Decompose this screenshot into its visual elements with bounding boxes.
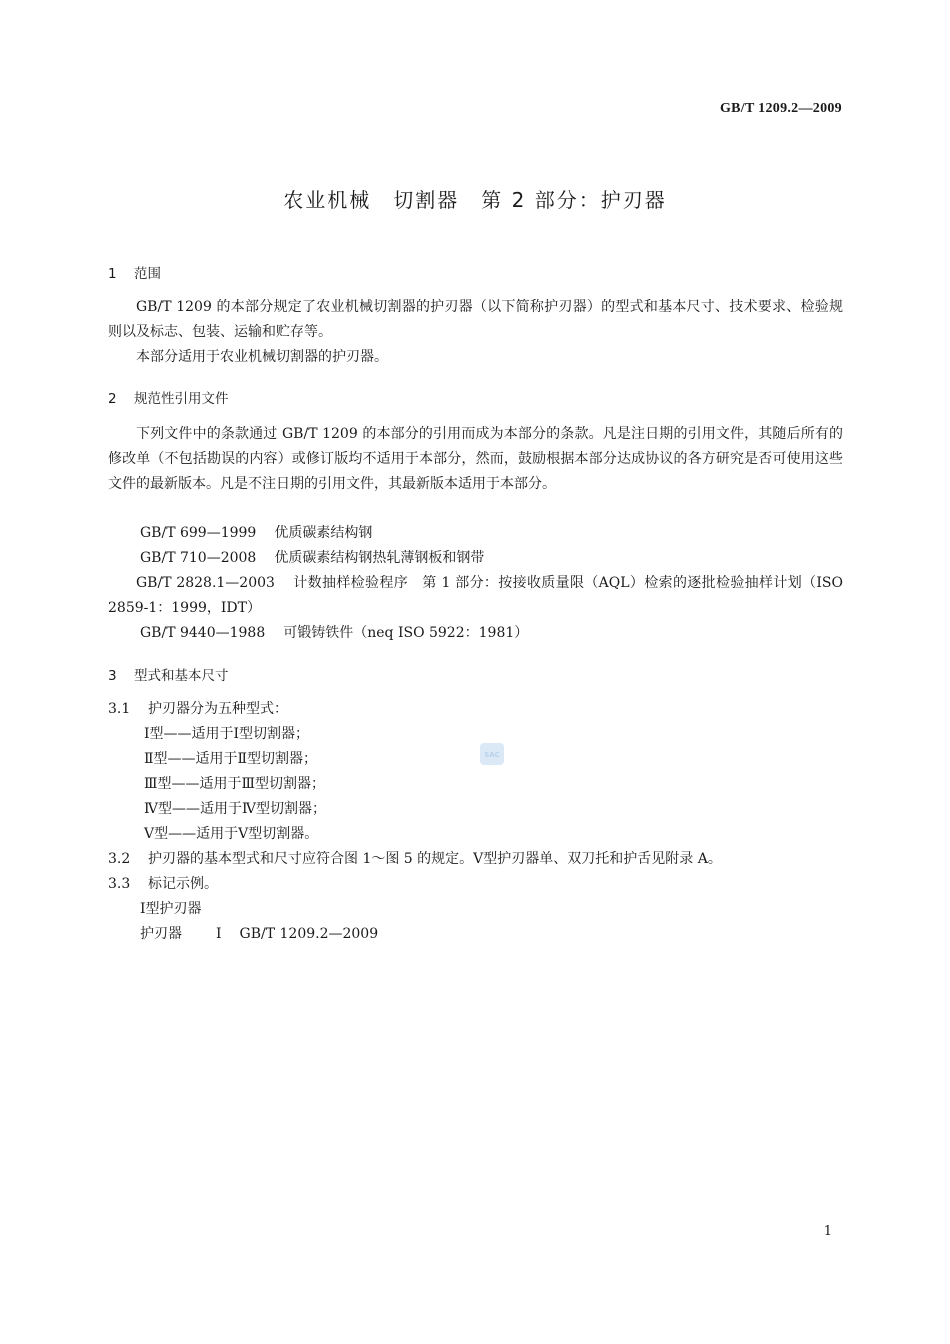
type-item-4: Ⅳ型——适用于Ⅳ型切割器； — [144, 801, 326, 817]
example-type: Ⅰ — [216, 926, 222, 942]
clause-3-3 — [108, 872, 218, 897]
page-number: 1 — [823, 1224, 832, 1239]
section-3-heading — [108, 664, 229, 684]
section-2-heading — [108, 387, 229, 407]
reference-name: 优质碳素结构钢 — [274, 525, 373, 541]
scope-paragraph-2: 本部分适用于农业机械切割器的护刃器。 — [136, 349, 388, 365]
example-standard: GB/T 1209.2—2009 — [239, 926, 379, 942]
type-item-5: Ⅴ型——适用于Ⅴ型切割器。 — [144, 826, 319, 842]
reference-name: 优质碳素结构钢热轧薄钢板和钢带 — [274, 550, 485, 566]
section-title: 规范性引用文件 — [134, 391, 229, 407]
clause-text: 护刃器的基本型式和尺寸应符合图 1～图 5 的规定。Ⅴ型护刃器单、双刀托和护舌见附录 A。 — [148, 851, 722, 867]
section-number: 1 — [108, 266, 117, 282]
example-name: 护刃器 — [140, 926, 182, 942]
clause-3-1 — [108, 697, 288, 722]
reference-name: 可锻铸铁件（neq ISO 5922：1981） — [283, 625, 529, 641]
example-label: Ⅰ型护刃器 — [140, 901, 202, 917]
reference-item — [140, 621, 528, 646]
clause-number: 3.3 — [108, 876, 131, 892]
type-item-2: Ⅱ型——适用于Ⅱ型切割器； — [144, 751, 318, 767]
clause-number: 3.1 — [108, 701, 131, 717]
clause-number: 3.2 — [108, 851, 131, 867]
section-1-heading — [108, 262, 161, 282]
type-item-1: Ⅰ型——适用于Ⅰ型切割器； — [144, 726, 310, 742]
example-designation — [140, 922, 378, 947]
clause-text: 护刃器分为五种型式： — [148, 701, 288, 717]
reference-code: GB/T 699—1999 — [140, 525, 257, 541]
svg-text:SAC: SAC — [484, 751, 500, 759]
reference-item — [108, 571, 843, 621]
reference-code: GB/T 9440—1988 — [140, 625, 266, 641]
clause-text: 标记示例。 — [148, 876, 218, 892]
document-title: 农业机械 切割器 第 2 部分：护刃器 — [283, 188, 667, 212]
clause-3-2 — [108, 847, 722, 872]
reference-item — [140, 521, 372, 546]
reference-code: GB/T 2828.1—2003 — [136, 575, 275, 591]
reference-item — [140, 546, 484, 571]
reference-code: GB/T 710—2008 — [140, 550, 257, 566]
section-number: 2 — [108, 391, 117, 407]
scope-paragraph-1: GB/T 1209 的本部分规定了农业机械切割器的护刃器（以下简称护刃器）的型式和基本尺寸、技术要求、检验规则以及标志、包装、运输和贮存等。 — [108, 299, 843, 340]
type-item-3: Ⅲ型——适用于Ⅲ型切割器； — [144, 776, 326, 792]
references-intro: 下列文件中的条款通过 GB/T 1209 的本部分的引用而成为本部分的条款。凡是注日期的引用文件，其随后所有的修改单（不包括勘误的内容）或修订版均不适用于本部分，然而，鼓励根据本部分达成协议的各方研究是否可使用这些文件的最新版本。凡是不注日期的引用文件，其最新版本适用于本部分。 — [108, 426, 843, 492]
section-title: 型式和基本尺寸 — [134, 668, 229, 684]
section-title: 范围 — [134, 266, 161, 282]
sac-watermark-logo — [479, 742, 505, 766]
header-standard-number: GB/T 1209.2—2009 — [719, 101, 842, 116]
reference-name: 计数抽样检验程序 第 1 部分：按接收质量限（AQL）检索的逐批检验抽样计划（ISO 2859-1：1999，IDT） — [108, 575, 843, 616]
section-number: 3 — [108, 668, 117, 684]
